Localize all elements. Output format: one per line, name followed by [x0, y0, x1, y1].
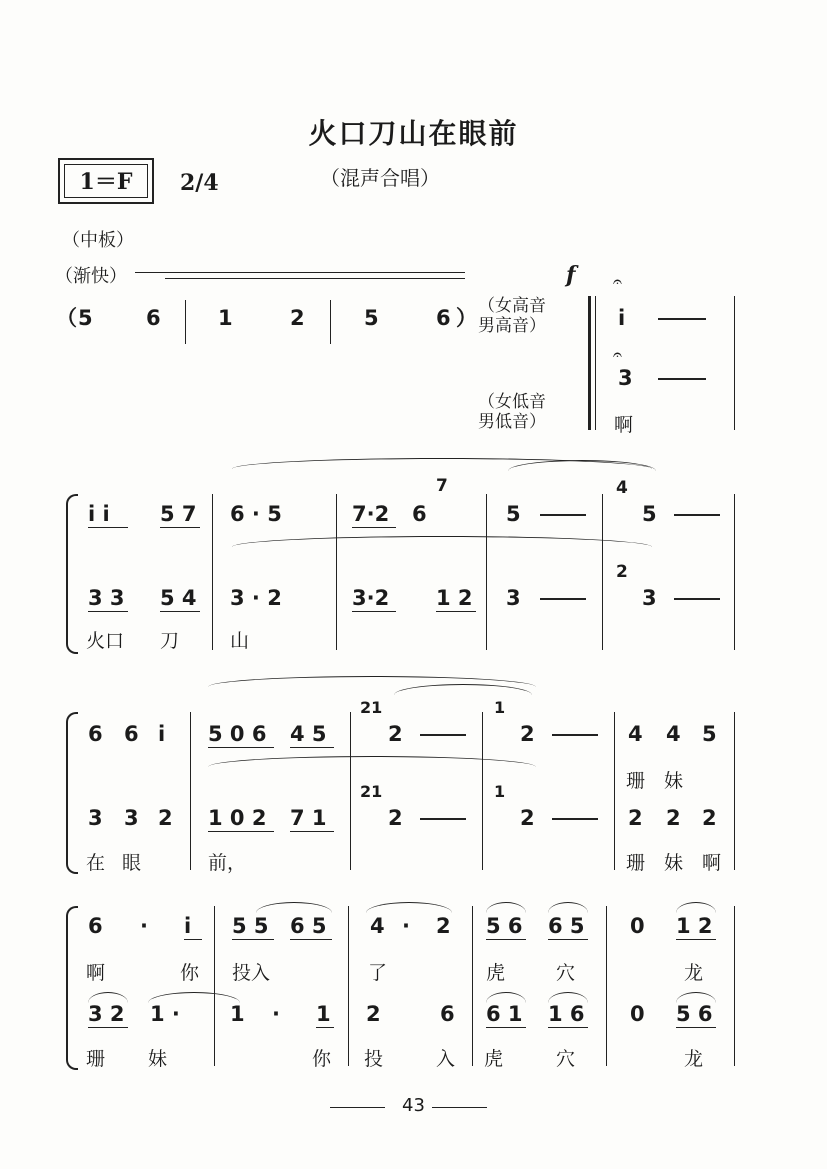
paren-open: （	[56, 306, 77, 330]
beam	[486, 1027, 526, 1028]
note: 5 4	[160, 586, 197, 610]
tempo-marking: （中板）	[62, 230, 134, 251]
hold-dash	[552, 818, 598, 820]
note: 5 0 6	[208, 722, 267, 746]
note: 5	[642, 502, 657, 526]
barline	[734, 296, 735, 430]
slur	[676, 902, 716, 913]
beam	[436, 611, 476, 612]
accelerando-marking: （渐快）	[55, 266, 127, 287]
lyric: 穴	[556, 962, 576, 984]
page-number: 43	[402, 1095, 425, 1116]
lyric: 珊	[86, 1048, 106, 1070]
system-brace	[66, 712, 78, 874]
note: 1	[230, 1002, 245, 1026]
note: 6	[88, 722, 103, 746]
note: 7 1	[290, 806, 327, 830]
barline	[734, 712, 735, 870]
note: 2	[388, 722, 403, 746]
paren-close: ）	[456, 306, 477, 330]
time-signature: 2/4	[180, 170, 219, 196]
beam	[316, 1027, 334, 1028]
grace-note: 21	[360, 782, 383, 801]
lyric: 穴	[556, 1048, 576, 1070]
note: 4 5	[290, 722, 327, 746]
barline	[595, 296, 596, 430]
lyric: 啊	[614, 414, 634, 436]
note: 1 2	[436, 586, 473, 610]
hold-dash	[420, 734, 466, 736]
beam	[352, 611, 396, 612]
note: 4	[628, 722, 643, 746]
beam	[184, 939, 202, 940]
note: 5	[506, 502, 521, 526]
grace-note: 1	[494, 782, 506, 801]
subtitle: （混声合唱）	[320, 166, 440, 190]
lyric: 投入	[232, 962, 271, 984]
grace-note: 1	[494, 698, 506, 717]
note: 3	[618, 366, 633, 390]
barline	[330, 300, 331, 344]
key-signature-box	[58, 158, 154, 204]
slur	[366, 902, 452, 913]
note: ·	[140, 914, 148, 938]
note: 6	[124, 722, 139, 746]
barline	[212, 494, 213, 650]
note: 3	[642, 586, 657, 610]
beam	[352, 527, 396, 528]
lyric: 珊	[626, 770, 646, 792]
slur	[208, 756, 536, 767]
lyric: 在	[86, 852, 106, 874]
part-label-upper: （女高音 男高音）	[478, 296, 546, 336]
beam	[290, 939, 332, 940]
note: 5 6	[676, 1002, 713, 1026]
note: 2	[520, 722, 535, 746]
note: 2	[436, 914, 451, 938]
note: 5	[364, 306, 379, 330]
barline	[350, 712, 351, 870]
hold-dash	[658, 318, 706, 320]
note: 3	[88, 806, 103, 830]
beam	[208, 747, 274, 748]
lyric: 虎	[484, 1048, 504, 1070]
hold-dash	[540, 514, 586, 516]
beam	[548, 1027, 588, 1028]
grace-note: 4	[616, 478, 628, 498]
lyric: 刀	[160, 630, 180, 652]
lyric: 龙	[684, 962, 704, 984]
note: 5 7	[160, 502, 197, 526]
beam	[160, 611, 200, 612]
hold-dash	[552, 734, 598, 736]
beam	[88, 611, 128, 612]
note: 2	[366, 1002, 381, 1026]
note: 0	[630, 914, 645, 938]
accelerando-line	[135, 272, 465, 273]
grace-note: 21	[360, 698, 383, 717]
note: 3	[124, 806, 139, 830]
beam	[548, 939, 588, 940]
beam	[290, 831, 334, 832]
note: 2	[666, 806, 681, 830]
hold-dash	[674, 598, 720, 600]
beam	[208, 831, 274, 832]
note: 6	[412, 502, 427, 526]
double-barline	[588, 296, 591, 430]
barline	[602, 494, 603, 650]
note: 5 6	[486, 914, 523, 938]
barline	[214, 906, 215, 1066]
lyric: 投	[364, 1048, 384, 1070]
lyric: 火口	[86, 630, 125, 652]
lyric: 啊	[702, 852, 722, 874]
note: 2	[388, 806, 403, 830]
lyric: 妹	[664, 770, 684, 792]
note: 2	[158, 806, 173, 830]
note: 1 2	[676, 914, 713, 938]
note: 6 · 5	[230, 502, 282, 526]
hold-dash	[420, 818, 466, 820]
lyric: 啊	[86, 962, 106, 984]
note: 3	[506, 586, 521, 610]
note: 1	[218, 306, 233, 330]
note: i i	[88, 502, 110, 526]
note: 5	[78, 306, 93, 330]
note: 1 ·	[150, 1002, 180, 1026]
beam	[160, 527, 200, 528]
lyric: 你	[180, 962, 200, 984]
slur	[232, 536, 652, 547]
note: 3 2	[88, 1002, 125, 1026]
note: ·	[402, 914, 410, 938]
dynamic-forte: f	[566, 262, 576, 288]
barline	[482, 712, 483, 870]
note: 1 0 2	[208, 806, 267, 830]
barline	[336, 494, 337, 650]
beam	[676, 939, 716, 940]
barline	[185, 300, 186, 344]
note: 1 6	[548, 1002, 585, 1026]
note: 6 5	[548, 914, 585, 938]
beam	[290, 747, 334, 748]
lyric: 山	[230, 630, 250, 652]
note: 6	[146, 306, 161, 330]
lyric: 你	[312, 1048, 332, 1070]
note: 2	[702, 806, 717, 830]
barline	[614, 712, 615, 870]
beam	[88, 527, 128, 528]
note: 4	[370, 914, 385, 938]
note: ·	[272, 1002, 280, 1026]
note: 5 5	[232, 914, 269, 938]
note: 6	[436, 306, 451, 330]
barline	[734, 906, 735, 1066]
page-number-rule	[432, 1107, 487, 1108]
note: 7·2	[352, 502, 390, 526]
page-title: 火口刀山在眼前	[308, 117, 519, 150]
lyric: 前，	[208, 852, 247, 874]
accelerando-line	[165, 278, 465, 279]
fermata-icon: 𝄐	[613, 345, 622, 364]
note: i	[158, 722, 166, 746]
barline	[486, 494, 487, 650]
beam	[232, 939, 274, 940]
note: i	[184, 914, 192, 938]
note: 6	[440, 1002, 455, 1026]
barline	[606, 906, 607, 1066]
slur	[548, 992, 588, 1003]
note: 6 1	[486, 1002, 523, 1026]
slur	[256, 902, 332, 913]
slur	[676, 992, 716, 1003]
fermata-icon: 𝄐	[613, 272, 622, 291]
lyric: 妹	[664, 852, 684, 874]
lyric: 入	[436, 1048, 456, 1070]
note: 6 5	[290, 914, 327, 938]
lyric: 眼	[122, 852, 142, 874]
note: 6	[88, 914, 103, 938]
barline	[734, 494, 735, 650]
lyric: 虎	[486, 962, 506, 984]
grace-note: 7	[436, 476, 448, 496]
beam	[676, 1027, 716, 1028]
beam	[88, 1027, 128, 1028]
system-brace	[66, 906, 78, 1070]
grace-note: 2	[616, 562, 628, 582]
slur	[548, 902, 588, 913]
lyric: 龙	[684, 1048, 704, 1070]
system-brace	[66, 494, 78, 654]
note: 3 · 2	[230, 586, 282, 610]
note: 4	[666, 722, 681, 746]
note: i	[618, 306, 626, 330]
barline	[472, 906, 473, 1066]
lyric: 珊	[626, 852, 646, 874]
lyric: 了	[368, 962, 388, 984]
note: 0	[630, 1002, 645, 1026]
slur	[486, 992, 526, 1003]
key-signature: 1＝F	[64, 164, 148, 198]
note: 1	[316, 1002, 331, 1026]
lyric: 妹	[148, 1048, 168, 1070]
slur	[486, 902, 526, 913]
note: 2	[290, 306, 305, 330]
part-label-lower: （女低音 男低音）	[478, 392, 546, 432]
note: 2	[628, 806, 643, 830]
hold-dash	[658, 378, 706, 380]
beam	[486, 939, 526, 940]
hold-dash	[674, 514, 720, 516]
note: 2	[520, 806, 535, 830]
note: 3 3	[88, 586, 125, 610]
note: 5	[702, 722, 717, 746]
barline	[348, 906, 349, 1066]
note: 3·2	[352, 586, 390, 610]
hold-dash	[540, 598, 586, 600]
barline	[190, 712, 191, 870]
